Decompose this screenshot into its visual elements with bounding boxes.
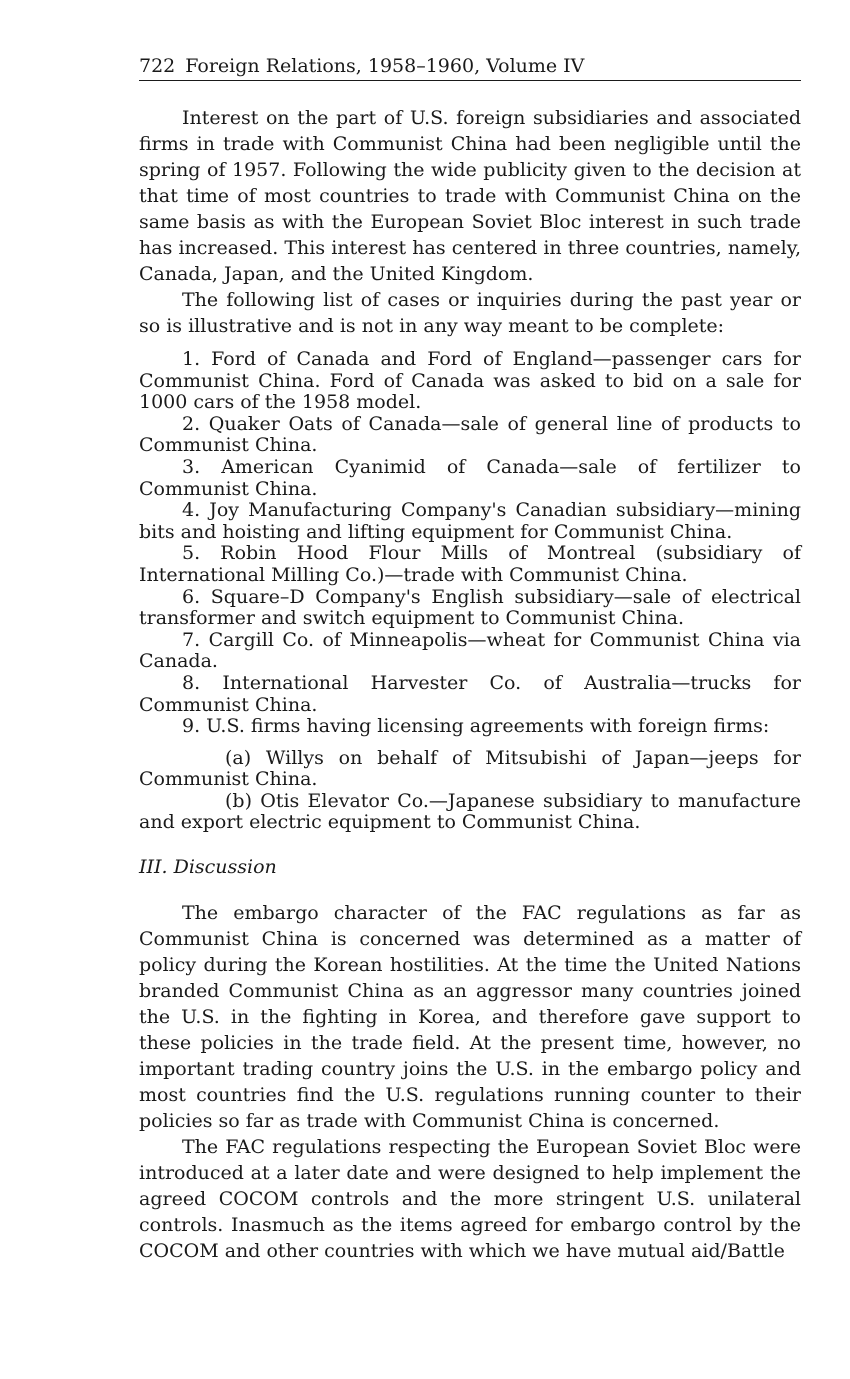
section-heading: III. Discussion xyxy=(139,856,277,879)
list-item: 6. Square–D Company's English subsidiary—sale of electrical transformer and switch equipment to Communist China. xyxy=(139,585,801,630)
list-item: 2. Quaker Oats of Canada—sale of general line of products to Communist China. xyxy=(139,412,801,457)
intro-paragraph-2: The following list of cases or inquiries during the past year or so is illustrative and is not in any way meant to be complete: xyxy=(139,289,801,337)
intro-paragraph-1: Interest on the part of U.S. foreign subsidiaries and associated firms in trade with Communist China had been negligible until the spring of 1957. Following the wide publicity given to the decision at that time of most countries to trade with Communist China on the same basis as with the European Soviet Bloc interest in such trade has increased. This interest has centered in three countries, namely, Canada, Japan, and the United Kingdom. xyxy=(139,107,801,285)
sub-list-item: (b) Otis Elevator Co.—Japanese subsidiary to manufacture and export electric equipment to Communist China. xyxy=(139,789,801,834)
list-item: 4. Joy Manufacturing Company's Canadian subsidiary—mining bits and hoisting and lifting equipment for Communist China. xyxy=(139,499,801,543)
volume-title: Foreign Relations, 1958–1960, Volume IV xyxy=(185,55,585,77)
list-item: 3. American Cyanimid of Canada—sale of fertilizer to Communist China. xyxy=(139,455,801,500)
sub-list-item: (a) Willys on behalf of Mitsubishi of Japan—jeeps for Communist China. xyxy=(139,746,801,791)
list-item: 1. Ford of Canada and Ford of England—passenger cars for Communist China. Ford of Canada was asked to bid on a sale for 1000 cars of the 1958 model. xyxy=(139,348,801,414)
case-list xyxy=(139,349,801,834)
list-item: 9. U.S. firms having licensing agreements with foreign firms: xyxy=(182,715,770,738)
discussion-paragraph-1: The embargo character of the FAC regulations as far as Communist China is concerned was determined as a matter of policy during the Korean hostilities. At the time the United Nations branded Communist China as an aggressor many countries joined the U.S. in the fighting in Korea, and therefore gave support to these policies in the trade field. At the present time, however, no important trading country joins the U.S. in the embargo policy and most countries find the U.S. regulations running counter to their policies so far as trade with Communist China is concerned. xyxy=(139,902,801,1133)
licensing-sublist xyxy=(139,748,801,834)
list-item: 7. Cargill Co. of Minneapolis—wheat for Communist China via Canada. xyxy=(139,628,801,673)
running-header xyxy=(139,52,801,81)
list-item: 8. International Harvester Co. of Australia—trucks for Communist China. xyxy=(139,671,801,716)
document-page xyxy=(139,52,801,1264)
list-item: 5. Robin Hood Flour Mills of Montreal (subsidiary of International Milling Co.)—trade with Communist China. xyxy=(139,542,801,586)
page-number: 722 xyxy=(139,55,176,77)
discussion-paragraph-2: The FAC regulations respecting the European Soviet Bloc were introduced at a later date and were designed to help implement the agreed COCOM controls and the more stringent U.S. unilateral controls. Inasmuch as the items agreed for embargo control by the COCOM and other countries with which we have mutual aid/Battle xyxy=(139,1136,801,1263)
